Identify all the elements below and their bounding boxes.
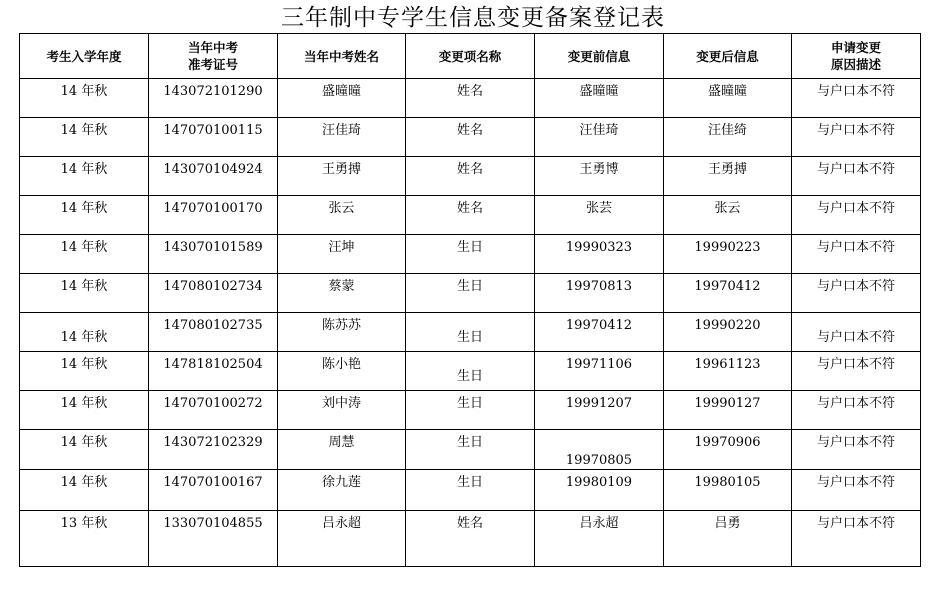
cell-before-text: 19970805: [565, 453, 633, 468]
cell-before: 19980109: [535, 470, 664, 511]
cell-before: 19991207: [535, 391, 664, 430]
cell-exam-no: 147080102735: [149, 313, 278, 352]
cell-exam-no: 147070100115: [149, 118, 278, 157]
cell-name: 汪坤: [278, 235, 406, 274]
cell-exam-no: 143072101290: [149, 79, 278, 118]
header-exam-no-line2: 准考证号: [187, 57, 238, 72]
cell-exam-no: 147818102504: [149, 352, 278, 391]
cell-name: 周慧: [278, 430, 406, 470]
cell-reason-text: 与户口本不符: [816, 330, 895, 345]
cell-year: 14 年秋: [20, 391, 149, 430]
cell-exam-no: 143070101589: [149, 235, 278, 274]
cell-year: 14 年秋: [20, 274, 149, 313]
cell-reason: [792, 313, 921, 352]
cell-name: 陈苏苏: [278, 313, 406, 352]
cell-after: 盛曈曈: [664, 79, 792, 118]
cell-item-text: 生日: [456, 330, 483, 345]
cell-year: 14 年秋: [20, 352, 149, 391]
cell-name: 盛曈曈: [278, 79, 406, 118]
cell-exam-no: 147070100167: [149, 470, 278, 511]
cell-item: 姓名: [406, 511, 535, 567]
cell-reason: 与户口本不符: [792, 470, 921, 511]
cell-year: 14 年秋: [20, 118, 149, 157]
cell-item: 姓名: [406, 79, 535, 118]
cell-name: 陈小艳: [278, 352, 406, 391]
table-row: [20, 352, 921, 391]
table-row: [20, 235, 921, 274]
cell-before: 吕永超: [535, 511, 664, 567]
cell-name: 吕永超: [278, 511, 406, 567]
cell-year: 14 年秋: [20, 157, 149, 196]
cell-before: 19970412: [535, 313, 664, 352]
cell-before: [535, 430, 664, 470]
cell-before: 王勇博: [535, 157, 664, 196]
table-row: [20, 157, 921, 196]
cell-after: 19990223: [664, 235, 792, 274]
cell-name: 王勇搏: [278, 157, 406, 196]
cell-reason: 与户口本不符: [792, 157, 921, 196]
cell-reason: 与户口本不符: [792, 196, 921, 235]
cell-before: 汪佳琦: [535, 118, 664, 157]
table-row: [20, 313, 921, 352]
cell-before: 19990323: [535, 235, 664, 274]
cell-item: 生日: [406, 391, 535, 430]
cell-name: 刘中涛: [278, 391, 406, 430]
cell-exam-no: 143070104924: [149, 157, 278, 196]
cell-reason: 与户口本不符: [792, 79, 921, 118]
cell-item: [406, 313, 535, 352]
cell-before: 19970813: [535, 274, 664, 313]
table-row: [20, 196, 921, 235]
cell-exam-no: 147070100170: [149, 196, 278, 235]
cell-reason: 与户口本不符: [792, 391, 921, 430]
cell-before: 张芸: [535, 196, 664, 235]
header-reason: [792, 34, 921, 79]
header-after: 变更后信息: [664, 34, 792, 79]
registration-table: [19, 33, 921, 567]
cell-after: 19990127: [664, 391, 792, 430]
cell-name: 张云: [278, 196, 406, 235]
cell-exam-no: 147080102734: [149, 274, 278, 313]
cell-name: 蔡蒙: [278, 274, 406, 313]
cell-exam-no: 147070100272: [149, 391, 278, 430]
cell-reason: 与户口本不符: [792, 118, 921, 157]
header-reason-line1: 申请变更: [830, 40, 881, 55]
table-row: [20, 430, 921, 470]
cell-before: 盛曈曈: [535, 79, 664, 118]
header-year: 考生入学年度: [20, 34, 149, 79]
cell-after: 19990220: [664, 313, 792, 352]
cell-year: 14 年秋: [20, 196, 149, 235]
cell-year: 14 年秋: [20, 470, 149, 511]
cell-after: 19980105: [664, 470, 792, 511]
cell-year: 14 年秋: [20, 430, 149, 470]
cell-item: 姓名: [406, 118, 535, 157]
cell-after: 张云: [664, 196, 792, 235]
header-item: 变更项名称: [406, 34, 535, 79]
cell-item: 姓名: [406, 157, 535, 196]
cell-item: [406, 352, 535, 391]
cell-year: 14 年秋: [20, 79, 149, 118]
table-header-row: [20, 34, 921, 79]
cell-exam-no: 133070104855: [149, 511, 278, 567]
cell-item: 生日: [406, 430, 535, 470]
cell-reason: 与户口本不符: [792, 430, 921, 470]
cell-item-text: 生日: [456, 369, 483, 384]
cell-exam-no: 143072102329: [149, 430, 278, 470]
header-exam-no-line1: 当年中考: [187, 40, 238, 55]
table-row: [20, 391, 921, 430]
cell-reason: 与户口本不符: [792, 235, 921, 274]
cell-year-text: 14 年秋: [60, 330, 108, 345]
table-row: [20, 511, 921, 567]
cell-year: 13 年秋: [20, 511, 149, 567]
cell-year: [20, 313, 149, 352]
table-row: [20, 274, 921, 313]
cell-item: 姓名: [406, 196, 535, 235]
cell-after: 19961123: [664, 352, 792, 391]
cell-after: 19970412: [664, 274, 792, 313]
page-title: 三年制中专学生信息变更备案登记表: [281, 5, 665, 31]
cell-name: 徐九莲: [278, 470, 406, 511]
cell-name: 汪佳琦: [278, 118, 406, 157]
cell-year: 14 年秋: [20, 235, 149, 274]
cell-item: 生日: [406, 470, 535, 511]
cell-item: 生日: [406, 274, 535, 313]
cell-reason: 与户口本不符: [792, 511, 921, 567]
cell-after: 汪佳绮: [664, 118, 792, 157]
cell-before: 19971106: [535, 352, 664, 391]
table-row: [20, 79, 921, 118]
cell-reason: 与户口本不符: [792, 352, 921, 391]
header-reason-line2: 原因描述: [830, 57, 881, 72]
cell-reason: 与户口本不符: [792, 274, 921, 313]
cell-item: 生日: [406, 235, 535, 274]
header-name: 当年中考姓名: [278, 34, 406, 79]
cell-after: 王勇搏: [664, 157, 792, 196]
cell-after: 19970906: [664, 430, 792, 470]
header-exam-no: [149, 34, 278, 79]
table-row: [20, 470, 921, 511]
header-before: 变更前信息: [535, 34, 664, 79]
table-row: [20, 118, 921, 157]
cell-after: 吕勇: [664, 511, 792, 567]
